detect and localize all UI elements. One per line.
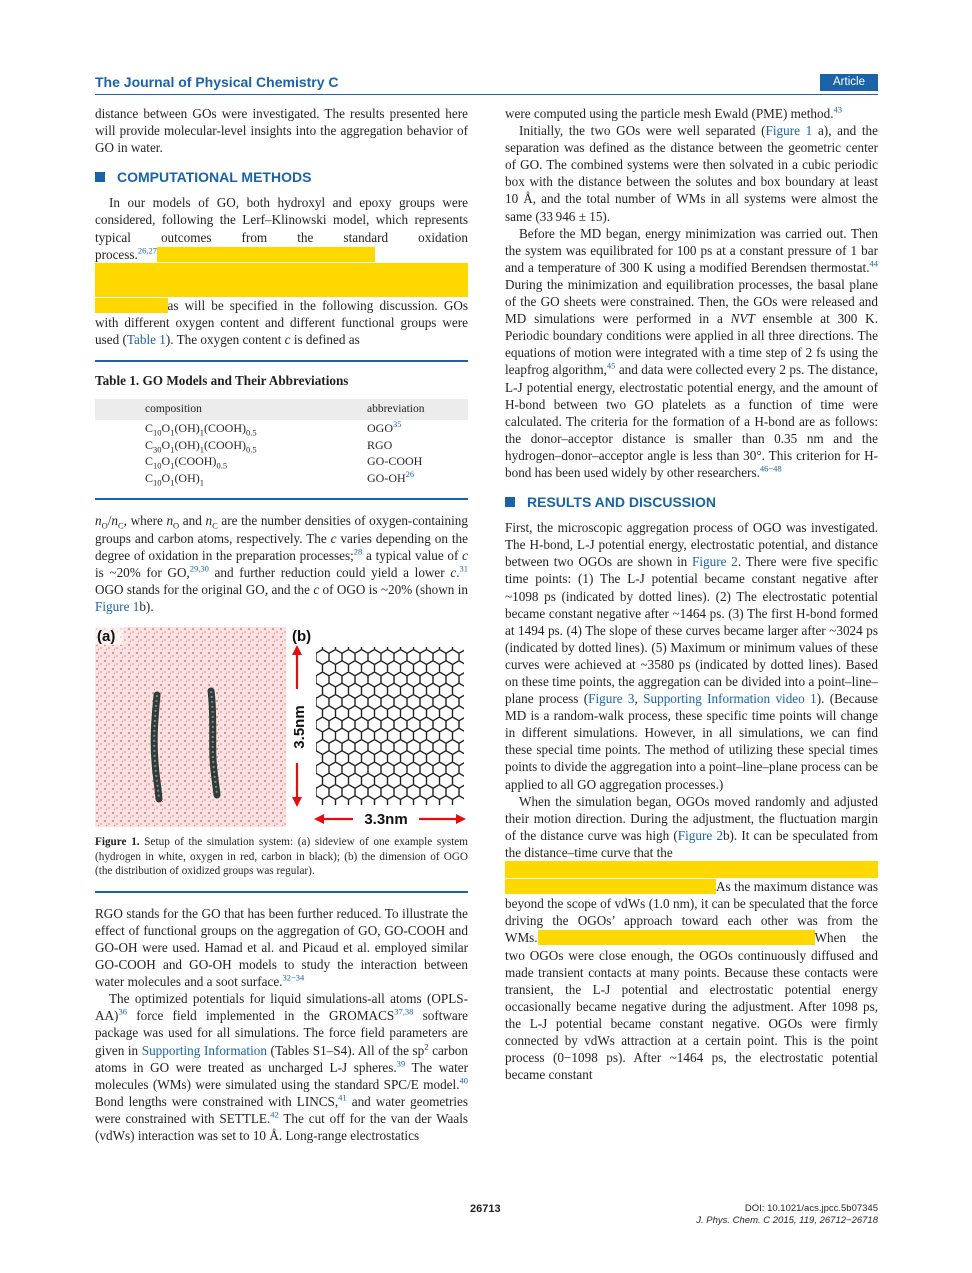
figure-1 <box>95 627 468 827</box>
table-row <box>95 420 468 437</box>
water-box <box>95 627 286 827</box>
ref-35[interactable]: 35 <box>393 419 402 430</box>
highlight-mark <box>505 879 716 894</box>
table-rule-bottom <box>95 498 468 500</box>
section-square-icon <box>95 172 105 182</box>
right-column <box>505 105 878 1083</box>
abbreviation-cell: GO-COOH <box>367 454 423 469</box>
abbreviation-cell: RGO <box>367 437 393 452</box>
highlight-mark <box>95 298 168 313</box>
video-1-link[interactable]: video 1 <box>775 691 817 707</box>
journal-title[interactable]: The Journal of Physical Chemistry C <box>95 74 339 90</box>
ref-42[interactable]: 42 <box>270 1109 279 1120</box>
paragraph-aggregation: First, the microscopic aggregation process of OGO was investigated. The H-bond, L-J potential energy, electrostatic potential, and distance between two OGOs are shown in Figure 2. There were five specific time points: (1) The L-J potential became constant negative after ~1098 ps (indicated by dotted lines). (2) The electrostatic potential became constant negative after ~1464 ps. (3) The first H-bond formed at 1494 ps. (4) The slope of these curves became larger after ~3024 ps (indicated by dotted lines). (5) Maximum or minimum values of these curves were achieved at ~3580 ps (indicated by dotted lines). Based on these time points, the aggregation can be divided into a point–line–plane process (Figure 3, Supporting Information video 1). (Because MD is a random-walk process, these specific time points will change in different simulations. However, in all simulations, we can find these special time points. The method of utilizing these special times points to divide the aggregation into a point–line–plane process can be applied to all GO aggregation processes.) <box>505 520 879 792</box>
table-rule-top <box>95 360 468 362</box>
figure-rule <box>95 891 468 893</box>
paragraph-force-field: The optimized potentials for liquid simulations-all atoms (OPLS-AA)$^{36}$ force field implemented in the GROMACS$^{37,38}$ software package was used for all simulations. The force field parameters are given in Supporting Information (Tables S1–S4). All of the $sp^2$ carbon atoms in GO were treated as uncharged L-J spheres.$^{39}$ The water molecules (WMs) were simulated using the standard SPC/E model.$^{40}$ Bond lengths were constrained with LINCS,$^{41}$ and water geometries were constrained with SETTLE.$^{42}$ The cut off for the van der Waals (vdWs) interaction was set to 10 Å. Long-range electrostatics <box>95 991 468 1143</box>
highlight-block <box>505 861 878 878</box>
ref-32-34[interactable]: 32−34 <box>282 972 305 983</box>
composition-cell: $C_{10}O_1(COOH)_{0.5}$ <box>145 454 228 471</box>
table-row <box>95 453 468 470</box>
paragraph-md-setup: Before the MD began, energy minimization was carried out. Then the system was equilibrated for 100 ps at a constant pressure of 1 bar and a temperature of 300 K using a modified Berendsen thermostat.$^{44}$ During the minimization and equilibration processes, the basal plane of the GO sheets were constrained. Then, the GOs were released and MD simulations were performed in a NVT ensemble at 300 K. Periodic boundary conditions were applied in all three directions. The equations of motion were integrated with a time step of 2 fs using the leapfrog algorithm,$^{45}$ and data were collected every 2 ps. The distance, L-J potential energy, electrostatic potential energy, and the amount of H-bond between two GO platelets as a function of time were calculated. The criteria for the formation of a H-bond are as follows: the donor–acceptor distance is smaller than 0.35 nm and the hydrogen–donor–acceptor angle is less than 30°. This criterion for H-bond has been used widely by other researchers.$^{46-48}$ <box>505 225 879 480</box>
table-header-row <box>95 399 468 420</box>
highlight-mark <box>755 930 814 945</box>
highlight-mark <box>538 930 756 945</box>
header-rule <box>95 94 878 95</box>
paragraph-intro-end: distance between GOs were investigated. The results presented here will provide molecular-level insights into the aggregation behavior of GO in water. <box>95 106 468 156</box>
table-title: Table 1. GO Models and Their Abbreviations <box>95 373 349 389</box>
ref-31[interactable]: 31 <box>459 563 468 574</box>
dimension-3-5nm: 3.5nm <box>291 705 308 749</box>
panel-b-label: (b) <box>292 627 312 645</box>
go-models-table <box>95 399 468 486</box>
article-badge: Article <box>820 74 878 91</box>
ref-36[interactable]: 36 <box>118 1006 127 1017</box>
supporting-information-link[interactable]: Supporting Information <box>643 691 771 707</box>
paragraph-models: In our models of GO, both hydroxyl and epoxy groups were considered, following the Lerf–Klinowski model, which represents typical outcomes from the standard oxidation process.$^{26,27}$ as will be specified in the following discussion. GOs with different oxygen content and different functional groups were used (Table 1). The oxygen content c is defined as <box>95 195 468 348</box>
doi-link[interactable]: DOI: 10.1021/acs.jpcc.5b07345 <box>744 1203 878 1214</box>
section-heading-computational-methods: COMPUTATIONAL METHODS <box>95 169 468 186</box>
dimension-3-3nm: 3.3nm <box>364 810 408 827</box>
ref-40[interactable]: 40 <box>459 1075 468 1086</box>
table-row <box>95 470 468 487</box>
highlight-block <box>95 263 468 280</box>
page-number: 26713 <box>470 1203 501 1215</box>
paragraph-simulation-began: When the simulation began, OGOs moved randomly and adjusted their motion direction. During the adjustment, the fluctuation margin of the distance curve was high (Figure 2b). It can be speculated from the distance–time curve that the As the maximum distance was beyond the scope of vdWs (1.0 nm), it can be speculated that the force driving the OGOs’ approach toward each other was from the WMs. When the two OGOs were close enough, the OGOs continuously diffused and made transient contacts at many points. Because these contacts were transient, the L-J potential and electrostatic potential energy occasionally became negative during the adjustment. After 1098 ps, the L-J potential became constant negative. OGOs were firmly connected by vdWs attraction at a certain point. This is the point process (0−1098 ps). After ~1464 ps, the electrostatic potential became constant <box>505 793 879 1083</box>
ref-41[interactable]: 41 <box>338 1092 347 1103</box>
composition-cell: $C_{10}O_1(OH)_1$ <box>145 470 205 488</box>
paragraph-oxygen-content: $n_O/n_C$, where $n_O$ and $n_C$ are the number densities of oxygen-containing groups and carbon atoms, respectively. The c varies depending on the degree of oxidation in the preparation processes;$^{28}$ a typical value of c is ~20% for GO,$^{29,30}$ and further reduction could yield a lower c.$^{31}$ OGO stands for the original GO, and the c of OGO is ~20% (shown in Figure 1b). <box>95 513 468 614</box>
running-header <box>95 74 878 92</box>
table-1-link[interactable]: Table 1 <box>126 332 166 348</box>
figure-1-graphic <box>95 627 468 827</box>
composition-cell: $C_{10}O_1(OH)_1(COOH)_{0.5}$ <box>145 421 257 438</box>
left-column <box>95 105 468 1144</box>
panel-a-label: (a) <box>97 627 116 645</box>
table-header-composition: composition <box>145 403 202 416</box>
abbreviation-cell: GO-OH$^{26}$ <box>367 468 415 485</box>
figure-1-caption: Figure 1. Setup of the simulation system: (a) sideview of one example system (hydrogen in white, oxygen in red, carbon in black); (b) the dimension of OGO (the distribution of oxidized groups was regular). <box>95 835 468 878</box>
section-square-icon <box>505 497 515 507</box>
paragraph-separation: Initially, the two GOs were well separated (Figure 1 a), and the separation was defined as the distance between the geometric center of GO. The combined systems were then solvated in a cubic periodic box with the distance between the solutes and box boundary at least 10 Å, and the total number of WMs in all systems were almost the same (33 946 ± 15). <box>505 123 879 224</box>
footer-citation <box>696 1203 878 1227</box>
ref-45[interactable]: 45 <box>606 361 616 372</box>
abbreviation-cell: OGO$^{35}$ <box>367 419 402 436</box>
ref-29-30[interactable]: 29,30 <box>189 563 209 574</box>
figure-2-link[interactable]: Figure 2 <box>692 554 738 570</box>
supporting-information-link[interactable]: Supporting Information <box>141 1042 267 1058</box>
ref-43[interactable]: 43 <box>833 104 843 115</box>
ref-44[interactable]: 44 <box>869 258 878 269</box>
composition-cell: $C_{30}O_1(OH)_1(COOH)_{0.5}$ <box>145 437 257 455</box>
table-header-abbreviation: abbreviation <box>367 403 425 416</box>
figure-1-link[interactable]: Figure 1 <box>765 123 813 139</box>
ref-39[interactable]: 39 <box>396 1058 406 1069</box>
table-row <box>95 437 468 454</box>
figure-2-link[interactable]: Figure 2 <box>677 827 723 843</box>
paragraph-rgo: RGO stands for the GO that has been further reduced. To illustrate the effect of functional groups on the aggregation of GO, GO-COOH and GO-OH were used. Hamad et al. and Picaud et al. employed similar GO-COOH and GO-OH models to study the interaction between water molecules and a soot surface.$^{32-34}$ <box>95 905 468 990</box>
highlight-mark <box>157 247 375 262</box>
ref-46-48[interactable]: 46−48 <box>759 463 782 474</box>
section-heading-results: RESULTS AND DISCUSSION <box>505 494 878 511</box>
ref-26[interactable]: 26 <box>405 468 415 479</box>
journal-citation: J. Phys. Chem. C 2015, 119, 26712−26718 <box>696 1215 878 1226</box>
paragraph-pme: were computed using the particle mesh Ewald (PME) method.$^{43}$ <box>505 104 843 121</box>
figure-1-link[interactable]: Figure 1 <box>95 598 140 614</box>
highlight-block <box>95 280 468 297</box>
ref-26-27[interactable]: 26,27 <box>137 245 157 256</box>
ogo-hex-lattice <box>316 647 464 805</box>
ref-37-38[interactable]: 37,38 <box>394 1006 414 1017</box>
ref-28[interactable]: 28 <box>353 546 363 557</box>
figure-3-link[interactable]: Figure 3 <box>588 691 635 707</box>
